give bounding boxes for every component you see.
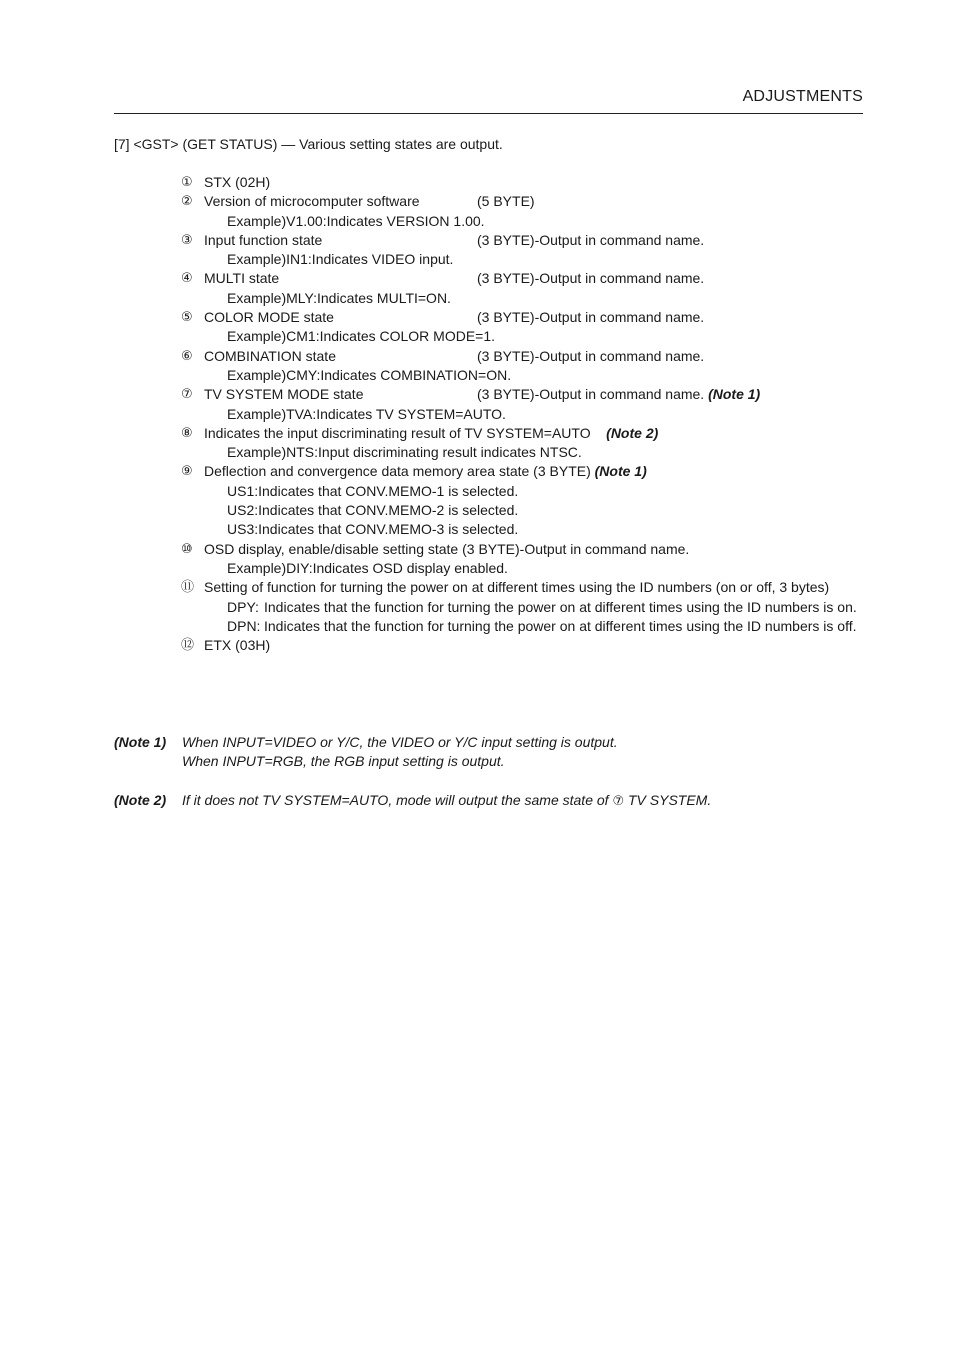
item-example: Example)NTS:Input discriminating result indicates NTSC. xyxy=(227,444,582,461)
item-example: US3:Indicates that CONV.MEMO-3 is selected. xyxy=(227,521,519,538)
note-label: (Note 1) xyxy=(114,734,167,750)
header-divider xyxy=(114,113,863,114)
list-item xyxy=(181,192,865,211)
item-label: TV SYSTEM MODE state xyxy=(204,386,364,403)
list-item xyxy=(181,231,865,250)
item-label-group xyxy=(204,424,658,443)
item-number: ⑦ xyxy=(181,387,193,403)
definition-key: DPN: xyxy=(227,617,261,634)
item-reference: ⑦ xyxy=(612,793,625,809)
item-byte-info: (3 BYTE)-Output in command name. xyxy=(477,309,705,326)
item-example: US1:Indicates that CONV.MEMO-1 is selected. xyxy=(227,482,519,499)
item-number: ⑫ xyxy=(181,638,195,654)
definition-text: Indicates that the function for turning the power on at different times using the ID numbers is off. xyxy=(264,617,857,634)
list-item xyxy=(181,385,865,404)
item-number: ⑩ xyxy=(181,541,193,557)
item-byte-info: (5 BYTE) xyxy=(477,193,535,210)
item-example: US2:Indicates that CONV.MEMO-2 is selected. xyxy=(227,502,519,519)
note-reference: (Note 2) xyxy=(606,424,659,441)
item-number: ① xyxy=(181,175,193,190)
item-number: ⑧ xyxy=(181,425,193,441)
item-label: STX (02H) xyxy=(204,174,271,190)
item-label: COMBINATION state xyxy=(204,347,336,364)
list-item xyxy=(181,636,865,655)
list-item xyxy=(181,269,865,288)
page-header-title: ADJUSTMENTS xyxy=(742,88,863,105)
note-text: If it does not TV SYSTEM=AUTO, mode will output the same state of xyxy=(182,791,613,808)
status-item-list xyxy=(181,173,865,655)
definition-item xyxy=(181,617,865,636)
item-example: Example)CM1:Indicates COLOR MODE=1. xyxy=(227,328,496,345)
list-item xyxy=(181,424,865,443)
item-number: ③ xyxy=(181,232,193,248)
item-label: ETX (03H) xyxy=(204,637,271,654)
item-label: COLOR MODE state xyxy=(204,309,334,326)
item-byte-info: (3 BYTE)-Output in command name. xyxy=(477,347,705,364)
note-line: When INPUT=VIDEO or Y/C, the VIDEO or Y/C input setting is output. xyxy=(182,734,618,750)
definition-item xyxy=(181,598,865,617)
notes-section xyxy=(114,733,864,830)
item-number: ② xyxy=(181,194,193,210)
item-number: ⑤ xyxy=(181,310,193,326)
item-byte-info: (3 BYTE)-Output in command name. xyxy=(477,231,705,248)
definition-text: Indicates that the function for turning the power on at different times using the ID numbers is on. xyxy=(264,598,857,615)
item-label: OSD display, enable/disable setting state (3 BYTE)-Output in command name. xyxy=(204,540,690,557)
note-label: (Note 2) xyxy=(114,791,167,808)
item-number: ④ xyxy=(181,271,193,287)
item-label: Version of microcomputer software xyxy=(204,193,420,210)
item-label: Setting of function for turning the power on at different times using the ID numbers (on or off, 3 bytes) xyxy=(204,579,830,596)
note-text: TV SYSTEM. xyxy=(624,791,712,808)
section-heading: [7] <GST> (GET STATUS) — Various setting states are output. xyxy=(114,136,503,152)
item-label: MULTI state xyxy=(204,270,280,287)
list-item xyxy=(181,173,865,192)
item-example: Example)V1.00:Indicates VERSION 1.00. xyxy=(227,212,485,229)
item-example: Example)TVA:Indicates TV SYSTEM=AUTO. xyxy=(227,405,506,422)
definition-key: DPY: xyxy=(227,598,259,615)
item-byte-text: (3 BYTE)-Output in command name. xyxy=(477,386,705,403)
list-item xyxy=(181,578,865,597)
list-item xyxy=(181,347,865,366)
item-number: ⑪ xyxy=(181,580,195,596)
item-byte-info xyxy=(477,385,760,404)
item-number: ⑨ xyxy=(181,464,193,480)
item-label-group xyxy=(204,462,647,481)
item-example: Example)CMY:Indicates COMBINATION=ON. xyxy=(227,366,512,383)
item-label: Deflection and convergence data memory area state (3 BYTE) xyxy=(204,463,591,480)
item-byte-info: (3 BYTE)-Output in command name. xyxy=(477,270,705,287)
list-item xyxy=(181,540,865,559)
item-label: Input function state xyxy=(204,231,323,248)
note-2 xyxy=(114,791,864,811)
note-reference: (Note 1) xyxy=(594,463,647,480)
list-item xyxy=(181,462,865,481)
item-example: Example)IN1:Indicates VIDEO input. xyxy=(227,251,454,268)
item-example: Example)DIY:Indicates OSD display enabled. xyxy=(227,559,508,576)
item-label: Indicates the input discriminating result of TV SYSTEM=AUTO xyxy=(204,424,591,441)
note-line xyxy=(182,791,864,811)
list-item xyxy=(181,308,865,327)
note-line: When INPUT=RGB, the RGB input setting is output. xyxy=(182,753,505,770)
item-number: ⑥ xyxy=(181,348,193,364)
note-1 xyxy=(114,733,864,772)
note-reference: (Note 1) xyxy=(708,386,761,403)
item-example: Example)MLY:Indicates MULTI=ON. xyxy=(227,289,451,306)
